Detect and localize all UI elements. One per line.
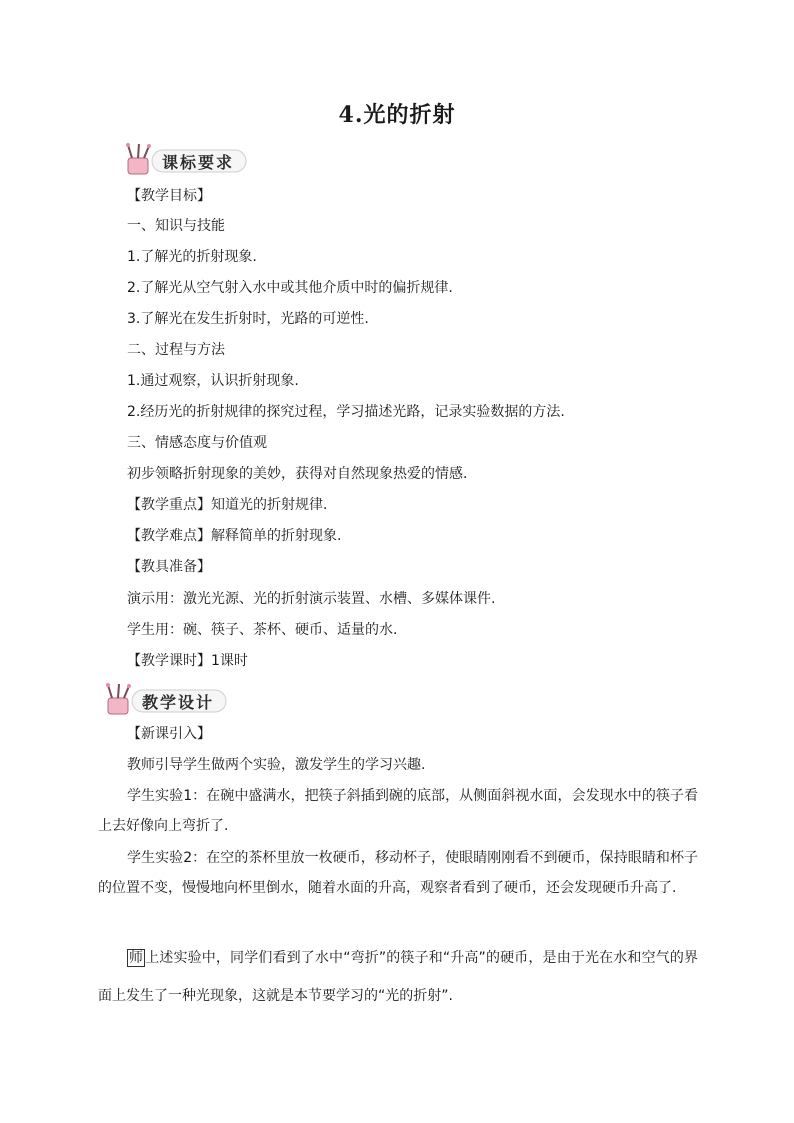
section-badge-design <box>98 682 228 718</box>
knowledge-heading: 一、知识与技能 <box>127 218 225 234</box>
materials-heading: 【教具准备】 <box>127 559 211 575</box>
intro-paragraph: 教师引导学生做两个实验，激发学生的学习兴趣. <box>127 757 426 773</box>
teacher-tag: 师 <box>129 950 144 966</box>
goals-heading: 【教学目标】 <box>127 188 211 204</box>
emotion-item: 初步领略折射现象的美妙，获得对自然现象热爱的情感. <box>127 466 468 482</box>
difficulty-label: 【教学难点】 <box>127 528 211 544</box>
process-item: 2.经历光的折射规律的探究过程，学习描述光路，记录实验数据的方法. <box>127 404 565 420</box>
process-heading: 二、过程与方法 <box>127 342 225 358</box>
hours-text: 1课时 <box>211 653 248 669</box>
intro-paragraph: 学生实验1：在碗中盛满水，把筷子斜插到碗的底部，从侧面斜视水面，会发现水中的筷子看上去好像向上弯折了. <box>98 788 698 834</box>
difficulty <box>127 526 341 546</box>
hours-label: 【教学课时】 <box>127 653 211 669</box>
key-point-text: 知道光的折射规律. <box>211 497 328 513</box>
knowledge-item: 3.了解光在发生折射时，光路的可逆性. <box>127 311 369 327</box>
key-point-label: 【教学重点】 <box>127 497 211 513</box>
materials-student: 学生用：碗、筷子、茶杯、硬币、适量的水. <box>127 622 398 638</box>
intro-paragraph: 学生实验2：在空的茶杯里放一枚硬币，移动杯子，使眼睛刚刚看不到硬币，保持眼睛和杯子的位置不变，慢慢地向杯里倒水，随着水面的升高，观察者看到了硬币，还会发现硬币升高了. <box>98 850 698 896</box>
page-title: 4.光的折射 <box>338 102 456 128</box>
intro-heading: 【新课引入】 <box>127 726 211 742</box>
knowledge-item: 2.了解光从空气射入水中或其他介质中时的偏折规律. <box>127 280 453 296</box>
intro-paragraph-text: 上述实验中，同学们看到了水中“弯折”的筷子和“升高”的硬币，是由于光在水和空气的界面上发生了一种光现象，这就是本节要学习的“光的折射”. <box>98 950 699 1004</box>
knowledge-item: 1.了解光的折射现象. <box>127 249 257 265</box>
intro-paragraph <box>98 939 698 1015</box>
badge-label: 课标要求 <box>162 153 235 172</box>
section-badge-standards <box>118 142 248 178</box>
emotion-heading: 三、情感态度与价值观 <box>127 435 267 451</box>
hours <box>127 651 248 671</box>
materials-demo: 演示用：激光光源、光的折射演示装置、水槽、多媒体课件. <box>127 591 496 607</box>
key-point <box>127 495 327 515</box>
difficulty-text: 解释简单的折射现象. <box>211 528 342 544</box>
badge-label: 教学设计 <box>142 693 215 712</box>
process-item: 1.通过观察，认识折射现象. <box>127 373 299 389</box>
